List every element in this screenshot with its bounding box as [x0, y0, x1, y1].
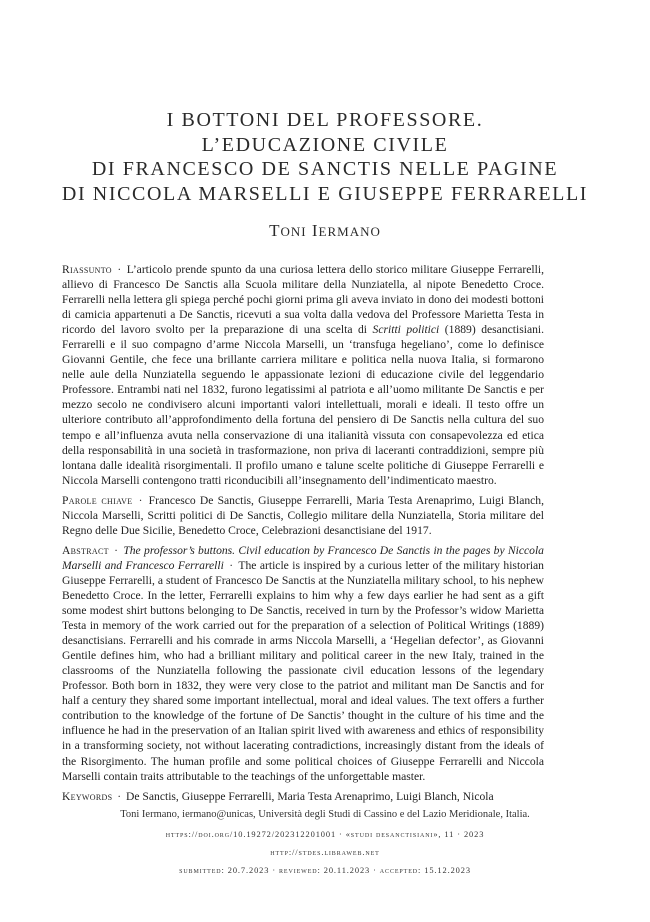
author-name	[0, 221, 650, 241]
parole-chiave-text: Francesco De Sanctis, Giuseppe Ferrarelli, Maria Testa Arenaprimo, Luigi Blanch, Niccola Marselli, Scritti politici di De Sanctis, Collegio militare della Nunziatella, Storia militare del Regno delle Due Sicilie, Benedetto Croce, Celebrazioni desanctisiane del 1917.	[62, 493, 544, 537]
article-title	[0, 108, 650, 206]
parole-chiave-label: Parole chiave	[62, 493, 133, 507]
keywords-separator: ·	[117, 789, 122, 803]
abstract-separator: ·	[114, 543, 118, 557]
keywords-text: De Sanctis, Giuseppe Ferrarelli, Maria Testa Arenaprimo, Luigi Blanch, Nicola	[126, 789, 494, 803]
author-first-initial: T	[269, 221, 281, 240]
abstract-title: The professor’s buttons. Civil education by Francesco De Sanctis in the pages by Niccola Marselli and Francesco Ferrarelli	[62, 543, 544, 572]
title-line-1: I BOTTONI DEL PROFESSORE.	[166, 109, 484, 131]
parole-chiave-paragraph	[62, 493, 544, 538]
abstract-separator-2: ·	[229, 558, 234, 572]
author-first-rest: ONI	[280, 224, 307, 239]
keywords-label: Keywords	[62, 789, 113, 803]
abstract-body	[62, 262, 544, 809]
riassunto-text-a: L’articolo prende spunto da una curiosa lettera dello storico militare Giuseppe Ferrarelli, allievo di Francesco De Sanctis alla Scuola militare della Nunziatella, al nipote Benedetto Croce. Ferrarelli nella lettera gli spiega perché pochi giorni prima gli aveva inviato in dono dei modesti bottoni di camicia appartenuti a De Sanctis, ricevuti a sua volta dalla vedova del Professore Marietta Testa in ricordo del lavoro svolto per la preparazione di una scelta di	[62, 263, 544, 337]
journal-url: http://stdes.libraweb.net	[270, 848, 380, 857]
doi-line: https://doi.org/10.19272/202312201001 · «studi desanctisiani», 11 · 2023	[165, 830, 485, 839]
riassunto-text-b: (1889) desanctisiani. Ferrarelli e il suo compagno d’arme Niccola Marselli, un ‘transfuga hegeliano’, come lo definisce Giovanni Gentile, che fece una brillante carriera militare e politica nella nuova Italia, si formarono nelle aule della Nunziatella seguendo le appassionate lezioni di educazione civile del leggendario Professore. Entrambi nati nel 1832, furono legatissimi al patriota e all’uomo militante De Sanctis e per mezzo secolo ne condivisero alcuni importanti valori intellettuali, morali e ideali. Il testo offre un ulteriore contributo all’approfondimento della fortuna del pensiero di De Sanctis nella cultura del suo tempo e all’influenza avuta nella conservazione di una italianità vissuta con consapevolezza ed etica della responsabilità in una società in trasformazione, non priva di laceranti contraddizioni, sempre più lontana dalle idealità risorgimentali. Il profilo umano e talune scelte politiche di Giuseppe Ferrarelli e Niccola Marselli contengono tratti riconducibili all’insegnamento dell’indimenticato maestro.	[62, 323, 545, 487]
abstract-text: The article is inspired by a curious letter of the military historian Giuseppe Ferrarelli, a student of Francesco De Sanctis at the Nunziatella military school, to his nephew Benedetto Croce. In the letter, Ferrarelli explains to him why a few days earlier he had sent as a gift some modest shirt buttons belonging to De Sanctis, received in turn by the Professor’s widow Marietta Testa in memory of the work carried out for the preparation of a selection of Political Writings (1889) desanctisians. Ferrarelli and his comrade in arms Niccola Marselli, a ‘Hegelian defector’, as Giovanni Gentile defines him, who had a brilliant military and political career in the new Italy, trained in the classrooms of the Nunziatella following the passionate civil education lessons of the legendary Professor. Both born in 1832, they were very close to the patriot and militant man De Sanctis and for half a century they shared some important intellectual, moral and ideal values. The text offers a further contribution to the knowledge of the fortune of De Sanctis’ thought in the culture of his time and the influence he had in the preservation of an Italian spirit lived with awareness and ethics of responsibility in a transforming society, not without lacerating contradictions, increasingly distant from the ideals of the Risorgimento. The human profile and some political choices of Giuseppe Ferrarelli and Niccola Marselli contain traits attributable to the teachings of the unforgettable master.	[62, 558, 544, 783]
article-footer	[0, 809, 650, 884]
author-last-initial: I	[311, 221, 319, 240]
riassunto-separator: ·	[117, 263, 122, 276]
author-last-rest: ERMANO	[318, 224, 381, 239]
submission-dates: submitted: 20.7.2023 · reviewed: 20.11.2023 · accepted: 15.12.2023	[179, 866, 471, 875]
title-line-2: L’EDUCAZIONE CIVILE	[201, 133, 449, 156]
title-line-4: DI NICCOLA MARSELLI E GIUSEPPE FERRARELLI	[61, 182, 589, 205]
parole-chiave-separator: ·	[138, 493, 143, 507]
abstract-label: Abstract	[62, 543, 109, 557]
riassunto-label: Riassunto	[62, 263, 112, 276]
riassunto-paragraph	[62, 262, 544, 488]
abstract-paragraph	[62, 543, 544, 784]
author-affiliation: Toni Iermano, iermano@unicas, Università degli Studi di Cassino e del Lazio Meridionale, Italia.	[120, 809, 530, 820]
keywords-paragraph	[62, 789, 544, 804]
riassunto-italic: Scritti politici	[372, 323, 440, 337]
title-line-3: DI FRANCESCO DE SANCTIS NELLE PAGINE	[91, 158, 559, 180]
